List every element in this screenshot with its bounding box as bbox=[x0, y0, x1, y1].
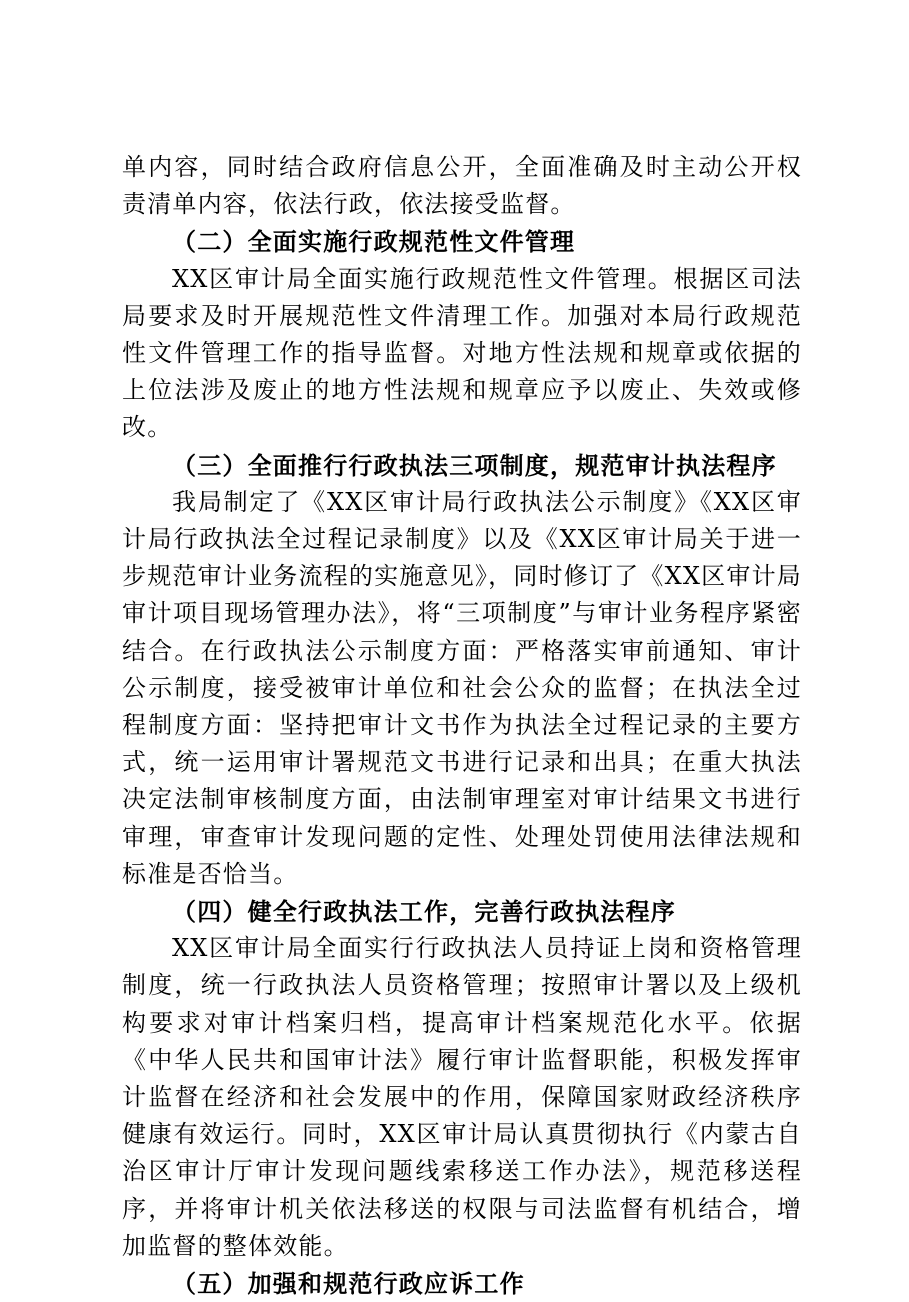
section-heading-4: （四）健全行政执法工作，完善行政执法程序 bbox=[172, 897, 676, 927]
section-heading-2: （二）全面实施行政规范性文件管理 bbox=[172, 227, 576, 257]
paragraph-section-3: 我局制定了《XX区审计局行政执法公示制度》《XX区审计局行政执法全过程记录制度》以及《XX区审计局关于进一步规范审计业务流程的实施意见》，同时修订了《XX区审计局审计项目现场管理办法》，将“三项制度”与审计业务程序紧密结合。在行政执法公示制度方面：严格落实审前通知、审计公示制度，接受被审计单位和社会公众的监督；在执法全过程制度方面：坚持把审计文书作为执法全过程记录的主要方式，统一运用审计署规范文书进行记录和出具；在重大执法决定法制审核制度方面，由法制审理室对审计结果文书进行审理，审查审计发现问题的定性、处理处罚使用法律法规和标准是否恰当。 bbox=[122, 487, 802, 888]
document-body bbox=[122, 149, 802, 1302]
section-heading-3: （三）全面推行行政执法三项制度，规范审计执法程序 bbox=[172, 450, 777, 480]
paragraph-section-4: XX区审计局全面实行行政执法人员持证上岗和资格管理制度，统一行政执法人员资格管理；按照审计署以及上级机构要求对审计档案归档，提高审计档案规范化水平。依据《中华人民共和国审计法》履行审计监督职能，积极发挥审计监督在经济和社会发展中的作用，保障国家财政经济秩序健康有效运行。同时，XX区审计局认真贯彻执行《内蒙古自治区审计厅审计发现问题线索移送工作办法》，规范移送程序，并将审计机关依法移送的权限与司法监督有机结合，增加监督的整体效能。 bbox=[122, 934, 802, 1260]
section-heading-5: （五）加强和规范行政应诉工作 bbox=[172, 1269, 525, 1299]
paragraph-section-2: XX区审计局全面实施行政规范性文件管理。根据区司法局要求及时开展规范性文件清理工作。加强对本局行政规范性文件管理工作的指导监督。对地方性法规和规章或依据的上位法涉及废止的地方性法规和规章应予以废止、失效或修改。 bbox=[122, 264, 802, 442]
paragraph-continuation: 单内容，同时结合政府信息公开，全面准确及时主动公开权责清单内容，依法行政，依法接受监督。 bbox=[122, 153, 802, 219]
